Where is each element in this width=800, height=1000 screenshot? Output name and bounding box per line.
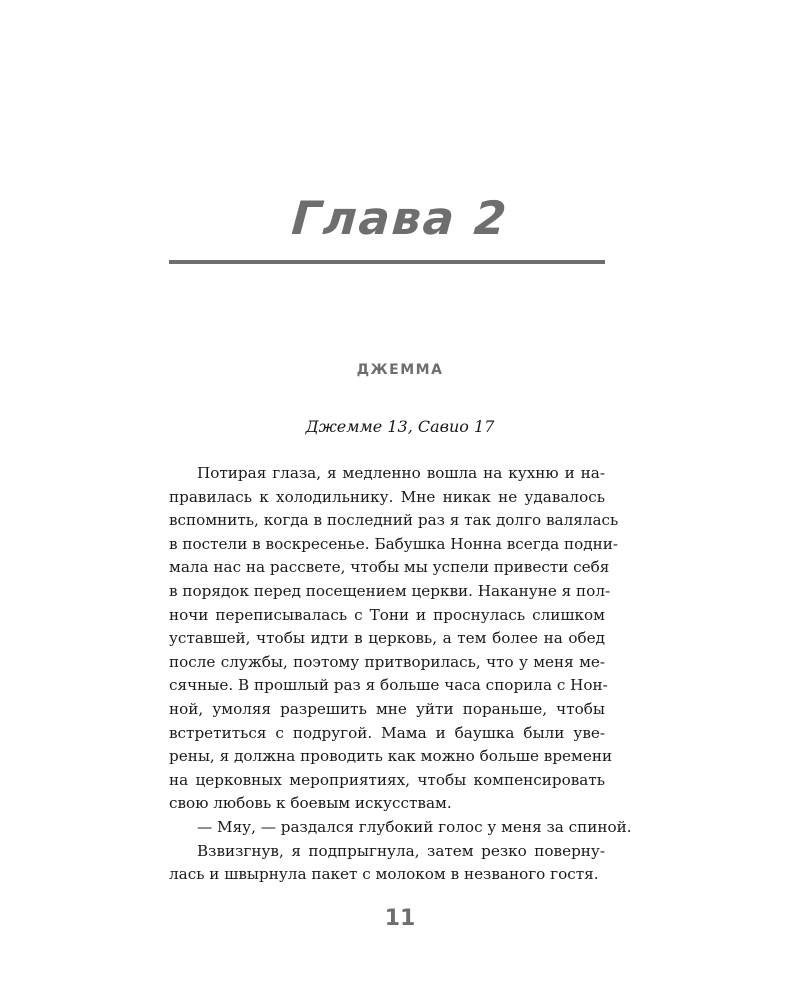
text-line: после службы, поэтому притворилась, что у меня ме-	[169, 652, 605, 671]
text-line: уставшей, чтобы идти в церковь, а тем более на обед	[169, 629, 605, 648]
text-line: ночи переписывалась с Тони и проснулась слишком	[169, 605, 605, 624]
text-line: лась и швырнула пакет с молоком в незваного гостя.	[169, 865, 599, 884]
text-line: рены, я должна проводить как можно больше времени	[169, 747, 613, 766]
text-line: мала нас на рассвете, чтобы мы успели привести себя	[169, 558, 610, 577]
text-line: Взвизгнув, я подпрыгнула, затем резко поверну-	[197, 841, 605, 860]
text-line: в порядок перед посещением церкви. Накануне я пол-	[169, 581, 611, 600]
text-line: на церковных мероприятиях, чтобы компенсировать	[169, 770, 605, 789]
date-line: Джемме 13, Савио 17	[305, 417, 495, 436]
text-line: вспомнить, когда в последний раз я так долго валялась	[169, 511, 619, 530]
text-line: ной, умоляя разрешить мне уйти пораньше, чтобы	[169, 699, 605, 718]
text-line: свою любовь к боевым искусствам.	[169, 794, 452, 813]
page-number: 11	[384, 906, 416, 931]
text-line: встретиться с подругой. Мама и баушка были уве-	[169, 723, 605, 742]
paragraph-2	[169, 816, 632, 840]
chapter-body	[169, 462, 632, 887]
chapter-divider	[169, 260, 605, 264]
text-line: Потирая глаза, я медленно вошла на кухню и на-	[197, 464, 605, 482]
paragraph-3	[169, 840, 605, 887]
text-line: правилась к холодильнику. Мне никак не удавалось	[169, 487, 605, 506]
paragraph-1	[169, 462, 619, 816]
text-line: в постели в воскресенье. Бабушка Нонна всегда подни-	[169, 534, 618, 553]
pov-character-name: ДЖЕММА	[356, 362, 444, 378]
text-line: — Мяу, — раздался глубокий голос у меня за спиной.	[197, 817, 632, 836]
chapter-title: Глава 2	[290, 191, 510, 245]
text-line: сячные. В прошлый раз я больше часа спорила с Нон-	[169, 676, 608, 695]
